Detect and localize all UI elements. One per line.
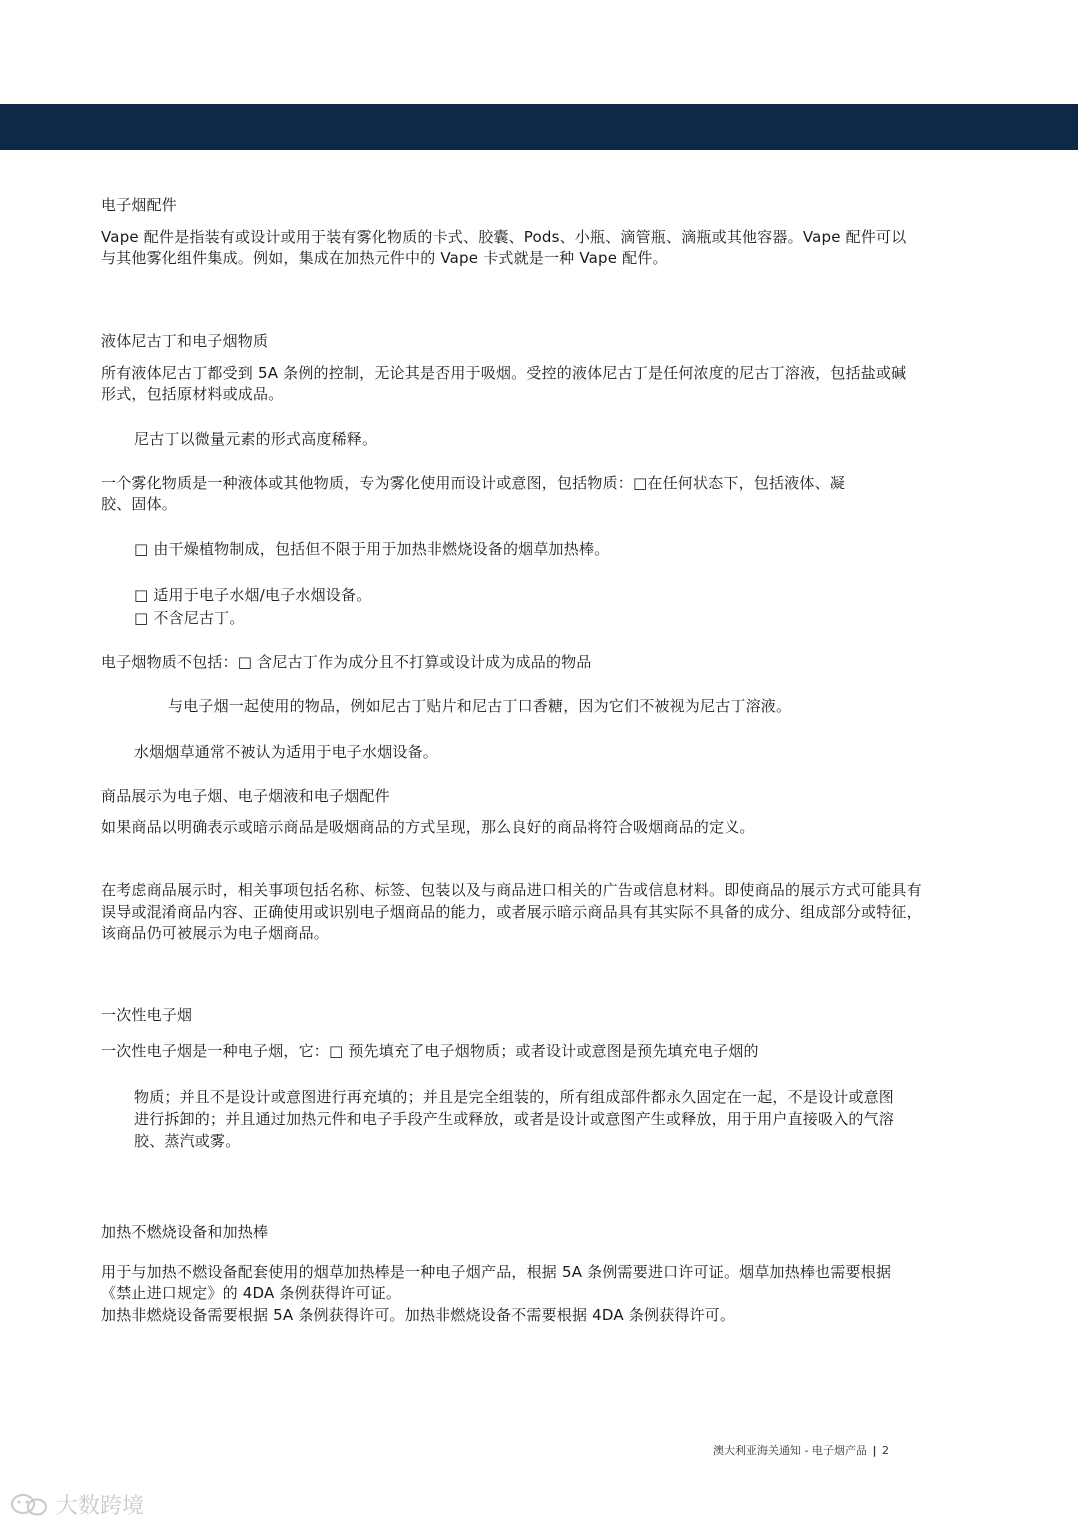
indented-paragraph: 水烟烟草通常不被认为适用于电子水烟设备。: [134, 743, 439, 761]
wechat-logo-icon: [8, 1492, 52, 1518]
section-heading-accessories: 电子烟配件: [101, 196, 178, 214]
section-heading-presented: 商品展示为电子烟、电子烟液和电子烟配件: [101, 787, 390, 805]
footer-separator: |: [872, 1444, 877, 1457]
paragraph-line: 电子烟物质不包括：□ 含尼古丁作为成分且不打算或设计成为成品的物品: [101, 653, 592, 671]
paragraph-line: 所有液体尼古丁都受到 5A 条例的控制，无论其是否用于吸烟。受控的液体尼古丁是任何浓度的尼古丁溶液，包括盐或碱: [101, 364, 907, 382]
header-band: [0, 104, 1078, 150]
bullet-item: □ 适用于电子水烟/电子水烟设备。: [134, 586, 372, 604]
paragraph-line: 加热非燃烧设备需要根据 5A 条例获得许可。加热非燃烧设备不需要根据 4DA 条例获得许可。: [101, 1306, 736, 1324]
section-heading-liquid: 液体尼古丁和电子烟物质: [101, 332, 269, 350]
bullet-item: □ 由干燥植物制成，包括但不限于用于加热非燃烧设备的烟草加热棒。: [134, 540, 610, 558]
page-number: 2: [882, 1444, 889, 1457]
footer-text: 澳大利亚海关通知 - 电子烟产品: [713, 1444, 867, 1457]
paragraph-line: 一个雾化物质是一种液体或其他物质，专为雾化使用而设计或意图，包括物质：□在任何状态下，包括液体、凝: [101, 474, 845, 492]
watermark: [8, 1489, 144, 1520]
indented-paragraph: 与电子烟一起使用的物品，例如尼古丁贴片和尼古丁口香糖，因为它们不被视为尼古丁溶液。: [168, 697, 792, 715]
section-heading-heated: 加热不燃烧设备和加热棒: [101, 1223, 269, 1241]
paragraph-line: 用于与加热不燃设备配套使用的烟草加热棒是一种电子烟产品，根据 5A 条例需要进口许可证。烟草加热棒也需要根据: [101, 1263, 892, 1281]
page-footer: [713, 1442, 889, 1458]
paragraph-line: Vape 配件是指装有或设计或用于装有雾化物质的卡式、胶囊、Pods、小瓶、滴管瓶、滴瓶或其他容器。Vape 配件可以: [101, 228, 907, 246]
paragraph-line: 胶、固体。: [101, 495, 178, 513]
indented-paragraph-line: 物质；并且不是设计或意图进行再充填的；并且是完全组装的，所有组成部件都永久固定在一起，不是设计或意图: [134, 1088, 895, 1106]
section-heading-disposable: 一次性电子烟: [101, 1006, 193, 1024]
paragraph-line: 一次性电子烟是一种电子烟，它：□ 预先填充了电子烟物质；或者设计或意图是预先填充电子烟的: [101, 1042, 759, 1060]
paragraph-line: 该商品仍可被展示为电子烟商品。: [101, 924, 330, 942]
paragraph-line: 如果商品以明确表示或暗示商品是吸烟商品的方式呈现，那么良好的商品将符合吸烟商品的定义。: [101, 818, 755, 836]
indented-paragraph: 尼古丁以微量元素的形式高度稀释。: [134, 430, 378, 448]
paragraph-line: 《禁止进口规定》的 4DA 条例获得许可证。: [101, 1284, 402, 1302]
paragraph-line: 在考虑商品展示时，相关事项包括名称、标签、包装以及与商品进口相关的广告或信息材料。即使商品的展示方式可能具有: [101, 881, 922, 899]
paragraph-line: 与其他雾化组件集成。例如，集成在加热元件中的 Vape 卡式就是一种 Vape 配件。: [101, 249, 668, 267]
indented-paragraph-line: 进行拆卸的；并且通过加热元件和电子手段产生或释放，或者是设计或意图产生或释放，用于用户直接吸入的气溶: [134, 1110, 895, 1128]
paragraph-line: 形式，包括原材料或成品。: [101, 385, 284, 403]
indented-paragraph-line: 胶、蒸汽或雾。: [134, 1132, 241, 1150]
bullet-item: □ 不含尼古丁。: [134, 609, 245, 627]
watermark-text: 大数跨境: [56, 1494, 145, 1519]
paragraph-line: 误导或混淆商品内容、正确使用或识别电子烟商品的能力，或者展示暗示商品具有其实际不具备的成分、组成部分或特征，: [101, 903, 922, 921]
